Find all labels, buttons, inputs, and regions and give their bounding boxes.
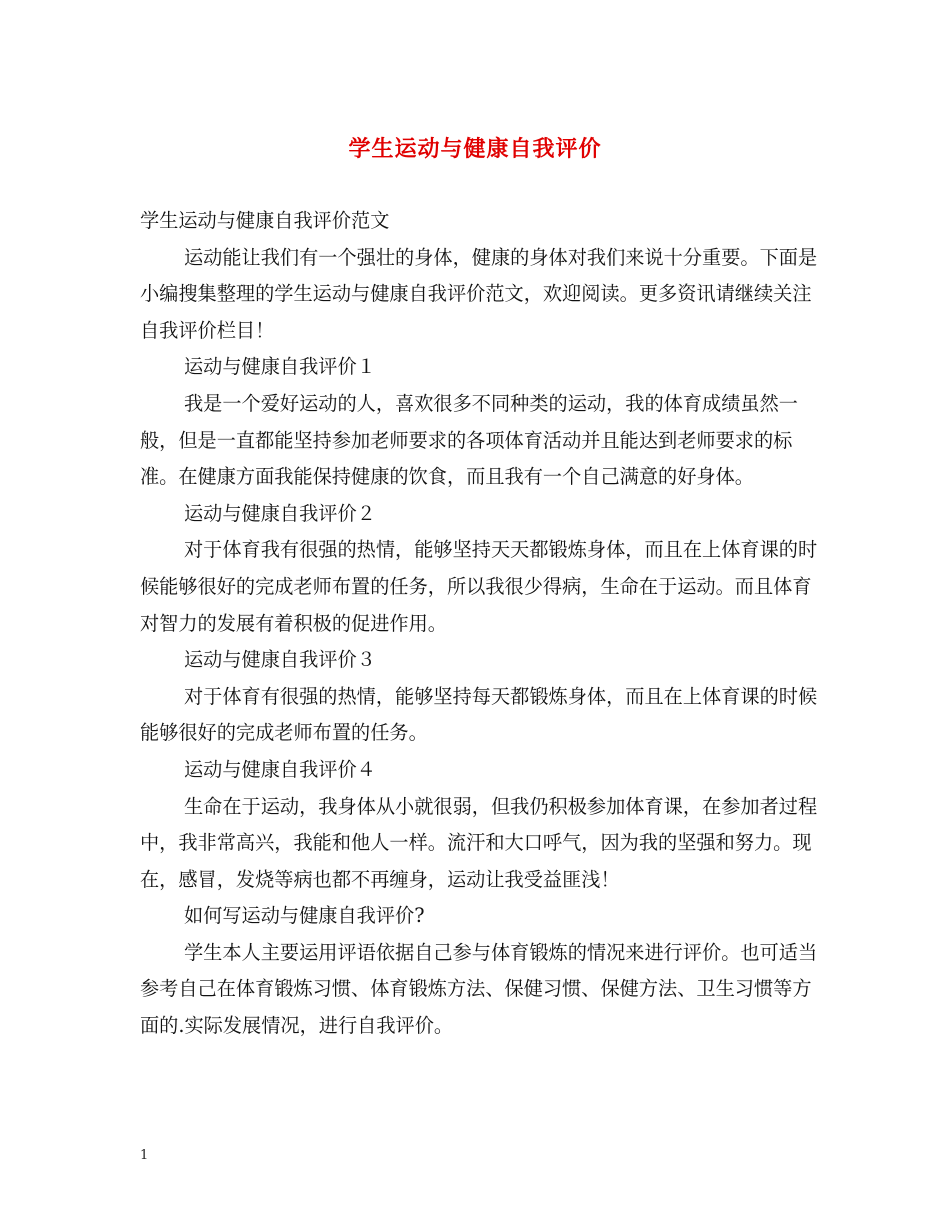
paragraph-howto: 学生本人主要运用评语依据自己参与体育锻炼的情况来进行评价。也可适当参考自己在体育锻炼习惯、体育锻炼方法、保健习惯、保健方法、卫生习惯等方面的.实际发展情况，进行自我评价。 [140,940,818,1038]
paragraph-subtitle: 学生运动与健康自我评价范文 [140,209,390,232]
paragraph-evaluation-1: 我是一个爱好运动的人，喜欢很多不同种类的运动，我的体育成绩虽然一般，但是一直都能坚持参加老师要求的各项体育活动并且能达到老师要求的标准。在健康方面我能保持健康的饮食，而且我有一个自己满意的好身体。 [140,391,798,489]
page-number: 1 [140,1148,149,1163]
paragraph-evaluation-2: 对于体育我有很强的热情，能够坚持天天都锻炼身体，而且在上体育课的时候能够很好的完成老师布置的任务，所以我很少得病，生命在于运动。而且体育对智力的发展有着积极的促进作用。 [140,538,818,635]
section-heading-4: 运动与健康自我评价４ [184,757,376,781]
section-heading-1: 运动与健康自我评价１ [184,355,376,379]
section-heading-3: 运动与健康自我评价３ [184,648,376,672]
document-body [140,203,824,1045]
paragraph-evaluation-3: 对于体育有很强的热情，能够坚持每天都锻炼身体，而且在上体育课的时候能够很好的完成老师布置的任务。 [140,684,818,745]
paragraph-evaluation-4: 生命在于运动，我身体从小就很弱，但我仍积极参加体育课，在参加者过程中，我非常高兴，我能和他人一样。流汗和大口呼气，因为我的坚强和努力。现在，感冒，发烧等病也都不再缠身，运动让我受益匪浅！ [140,794,818,891]
section-heading-howto: 如何写运动与健康自我评价? [184,904,425,928]
paragraph-intro: 运动能让我们有一个强壮的身体，健康的身体对我们来说十分重要。下面是小编搜集整理的学生运动与健康自我评价范文，欢迎阅读。更多资讯请继续关注自我评价栏目！ [140,245,818,342]
document-title: 学生运动与健康自我评价 [348,136,602,162]
section-heading-2: 运动与健康自我评价２ [184,501,376,525]
